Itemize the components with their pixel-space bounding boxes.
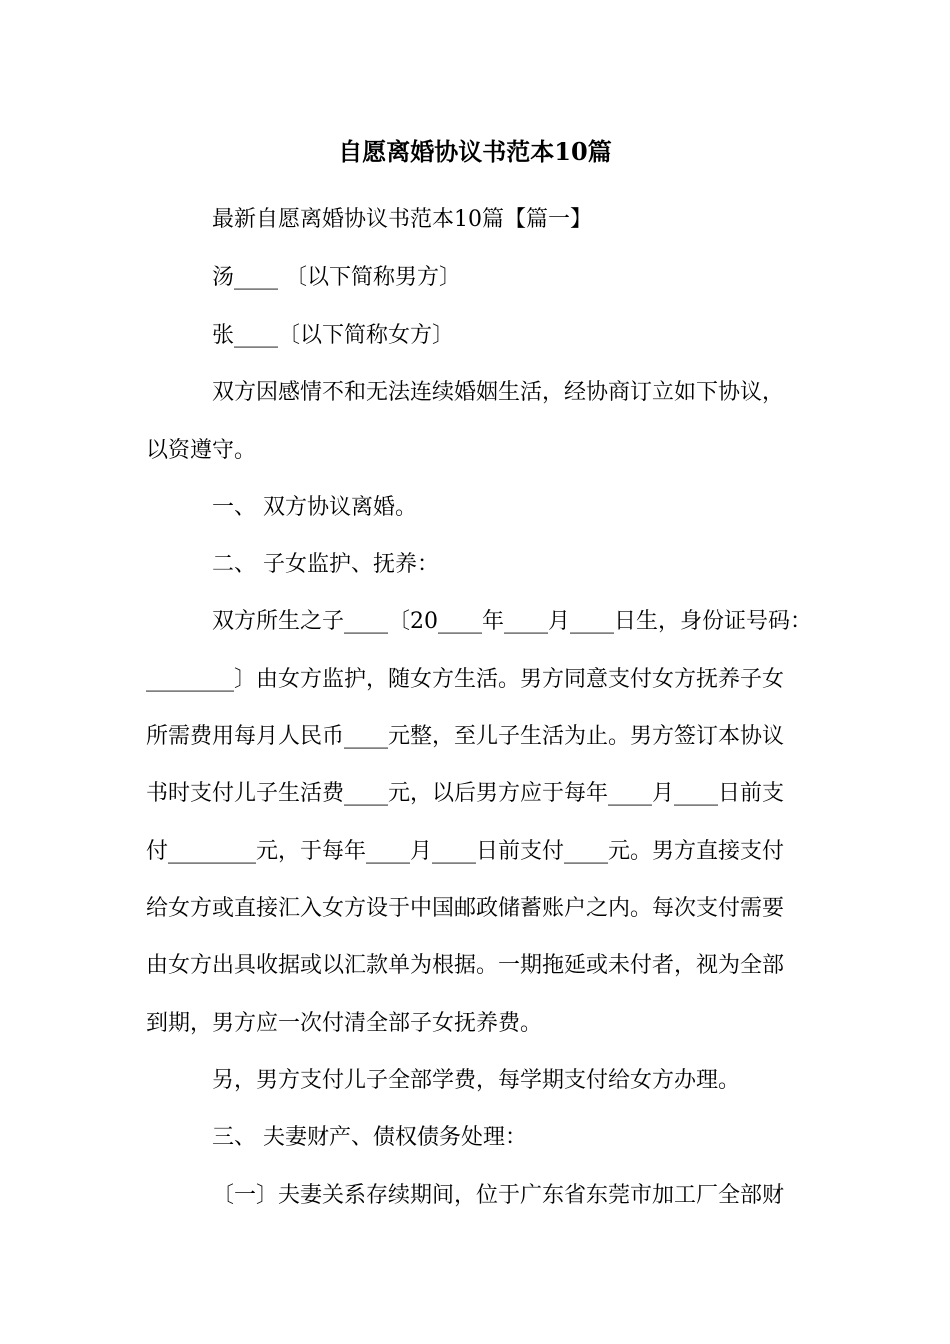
document-title: 自愿离婚协议书范本10篇 bbox=[338, 137, 612, 166]
paragraph-line: 所需费用每月人民币____元整，至儿子生活为止。男方签订本协议 bbox=[146, 724, 785, 749]
paragraph-line: 三、 夫妻财产、债权债务处理： bbox=[212, 1125, 527, 1150]
paragraph-line: 〔一〕夫妻关系存续期间，位于广东省东莞市加工厂全部财 bbox=[212, 1183, 785, 1208]
paragraph-line: 付________元，于每年____月____日前支付____元。男方直接支付 bbox=[146, 839, 785, 864]
paragraph-line: 二、 子女监护、抚养： bbox=[212, 552, 439, 577]
paragraph-line: 到期，男方应一次付清全部子女抚养费。 bbox=[146, 1011, 543, 1036]
paragraph-line: 汤____ 〔以下简称男方〕 bbox=[212, 265, 461, 290]
paragraph-line: 另，男方支付儿子全部学费，每学期支付给女方办理。 bbox=[212, 1068, 741, 1093]
paragraph-line: 张____〔以下简称女方〕 bbox=[212, 323, 455, 348]
paragraph-line: 双方因感情不和无法连续婚姻生活，经协商订立如下协议， bbox=[212, 380, 785, 405]
paragraph-line: 一、 双方协议离婚。 bbox=[212, 495, 417, 520]
paragraph-line: 双方所生之子____〔20____年____月____日生，身份证号码： bbox=[212, 609, 812, 634]
paragraph-line: 以资遵守。 bbox=[146, 438, 257, 463]
paragraph-line: 最新自愿离婚协议书范本10篇【篇一】 bbox=[212, 207, 592, 232]
paragraph-line: ________〕由女方监护，随女方生活。男方同意支付女方抚养子女 bbox=[146, 667, 785, 692]
paragraph-line: 书时支付儿子生活费____元，以后男方应于每年____月____日前支 bbox=[146, 781, 785, 806]
paragraph-line: 给女方或直接汇入女方设于中国邮政储蓄账户之内。每次支付需要 bbox=[146, 896, 785, 921]
paragraph-line: 由女方出具收据或以汇款单为根据。一期拖延或未付者，视为全部 bbox=[146, 953, 785, 978]
